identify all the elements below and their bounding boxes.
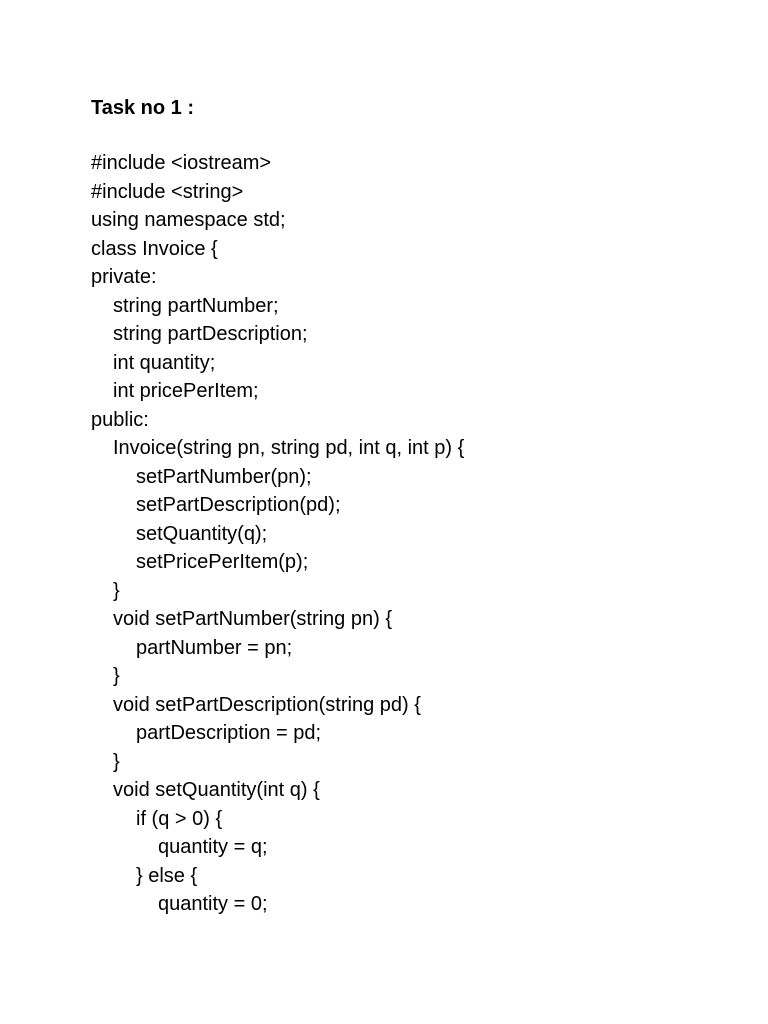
code-line: Invoice(string pn, string pd, int q, int p) {: [113, 437, 465, 459]
code-line: string partNumber;: [113, 294, 279, 317]
code-line: setPartNumber(pn);: [136, 465, 312, 488]
code-line: }: [113, 665, 120, 687]
code-line: quantity = 0;: [158, 893, 268, 915]
code-line: setPartDescription(pd);: [136, 494, 341, 516]
code-line: setPricePerItem(p);: [136, 551, 309, 573]
code-line: void setQuantity(int q) {: [113, 779, 320, 801]
code-line: string partDescription;: [113, 323, 308, 345]
task-heading: Task no 1 :: [91, 97, 194, 119]
code-line: #include <iostream>: [91, 152, 272, 174]
code-line: using namespace std;: [91, 209, 286, 231]
code-line: }: [113, 750, 120, 773]
code-line: if (q > 0) {: [136, 807, 223, 830]
code-line: private:: [91, 266, 157, 288]
code-line: quantity = q;: [158, 836, 268, 858]
code-line: } else {: [136, 864, 198, 887]
code-line: #include <string>: [91, 180, 244, 203]
code-line: void setPartNumber(string pn) {: [113, 608, 393, 630]
code-line: public:: [91, 408, 149, 431]
code-line: partNumber = pn;: [136, 636, 293, 659]
code-listing: [91, 149, 464, 919]
code-line: void setPartDescription(string pd) {: [113, 693, 421, 716]
code-line: int pricePerItem;: [113, 380, 259, 402]
code-line: class Invoice {: [91, 237, 218, 260]
code-line: setQuantity(q);: [136, 522, 268, 545]
code-line: }: [113, 579, 120, 602]
code-line: partDescription = pd;: [136, 722, 322, 744]
code-line: int quantity;: [113, 351, 216, 374]
